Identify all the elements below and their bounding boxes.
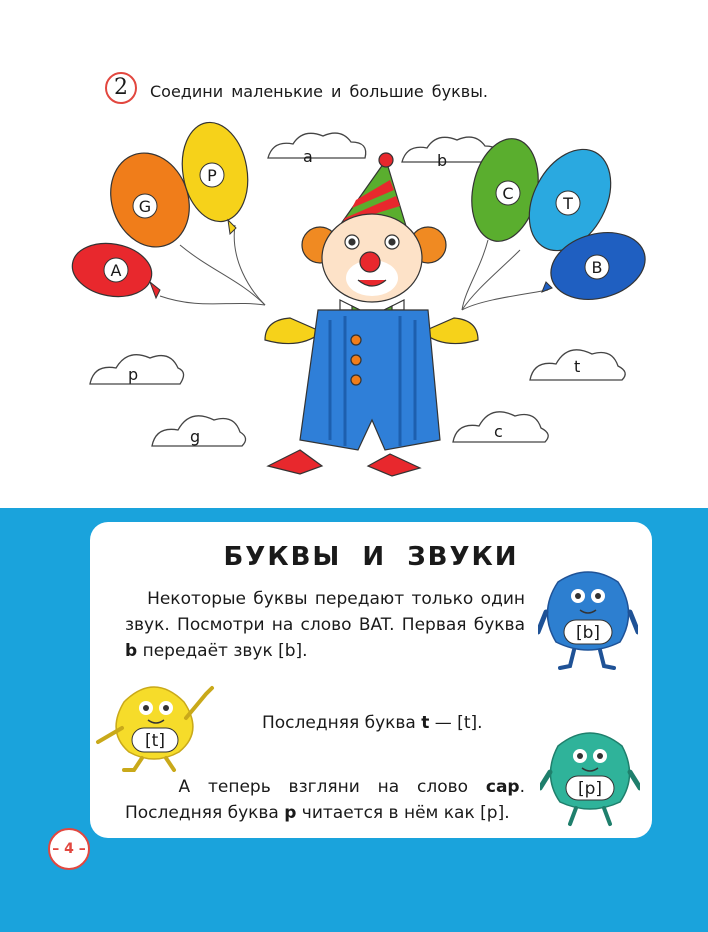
theory-card	[90, 522, 652, 838]
page-number: – 4 –	[48, 828, 90, 870]
svg-text:T: T	[563, 194, 573, 213]
paragraph-2-bold: t	[421, 713, 430, 733]
svg-text:c: c	[494, 422, 503, 441]
task-instruction: Соедини маленькие и большие буквы.	[150, 82, 488, 101]
paragraph-1-text-b: передаёт звук [b].	[137, 641, 308, 661]
cloud-t	[530, 350, 625, 380]
monster-t-label: [t]	[145, 731, 165, 751]
monster-p-label: [p]	[577, 779, 603, 799]
paragraph-2	[262, 710, 483, 736]
svg-text:a: a	[303, 147, 313, 166]
cloud-p	[90, 355, 184, 384]
paragraph-3-bold-1: cap	[485, 777, 520, 797]
svg-text:G: G	[138, 197, 152, 216]
cloud-g	[152, 416, 246, 446]
monster-p	[540, 716, 640, 828]
monster-t	[94, 672, 224, 772]
svg-text:g: g	[190, 427, 201, 446]
svg-text:b: b	[437, 151, 448, 170]
paragraph-1-bold: b	[125, 641, 138, 661]
cloud-c	[453, 412, 548, 442]
paragraph-3-bold-2: p	[284, 803, 297, 823]
svg-text:C: C	[502, 184, 514, 203]
theory-panel	[0, 508, 708, 932]
clown	[265, 153, 478, 476]
section-heading: БУКВЫ И ЗВУКИ	[223, 542, 519, 572]
paragraph-3	[125, 774, 525, 826]
svg-text:p: p	[128, 365, 139, 384]
paragraph-3-text-a: А теперь взгляни на слово	[178, 777, 486, 797]
paragraph-1-text-a: Некоторые буквы передают только один звук. Посмотри на слово BAT. Первая буква	[125, 589, 525, 635]
monster-b-label: [b]	[575, 623, 601, 643]
paragraph-3-text-b: . Последняя буква	[125, 777, 525, 823]
paragraph-1	[125, 586, 525, 664]
task-number: 2	[105, 72, 137, 104]
svg-text:P: P	[207, 166, 217, 185]
paragraph-2-text-b: — [t].	[429, 713, 483, 733]
balloon-A	[68, 237, 160, 302]
paragraph-2-text-a: Последняя буква	[262, 713, 422, 733]
svg-text:t: t	[574, 357, 581, 376]
paragraph-3-text-c: читается в нём как [p].	[296, 803, 510, 823]
svg-text:B: B	[591, 258, 603, 277]
monster-b	[538, 562, 638, 672]
svg-text:A: A	[110, 261, 122, 280]
cloud-a	[268, 133, 366, 166]
